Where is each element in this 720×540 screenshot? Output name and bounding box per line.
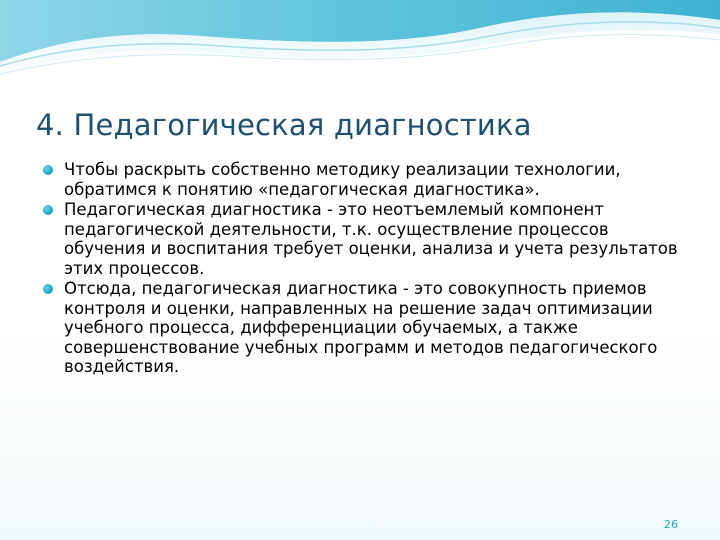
page-number: 26 (664, 518, 678, 531)
header-wave-decoration (0, 0, 720, 110)
list-item (42, 200, 692, 278)
slide-title: 4. Педагогическая диагностика (36, 108, 532, 142)
bullet-text: Отсюда, педагогическая диагностика - это совокупность приемов контроля и оценки, направленных на решение задач оптимизации учебного процесса, дифференциации обучаемых, а также совершенствование учебных программ и методов педагогического воздействия. (64, 279, 658, 376)
list-item (42, 160, 692, 199)
bullet-text: Педагогическая диагностика - это неотъемлемый компонент педагогической деятельности, т.к. осуществление процессов обучения и воспитания требует оценки, анализа и учета результатов этих процессов. (64, 200, 678, 278)
bullet-list (42, 160, 692, 378)
list-item (42, 279, 692, 377)
bullet-text: Чтобы раскрыть собственно методику реализации технологии, обратимся к понятию «педагогическая диагностика». (64, 160, 621, 199)
bullet-icon (43, 165, 53, 175)
bullet-icon (43, 205, 53, 215)
bullet-icon (43, 284, 53, 294)
